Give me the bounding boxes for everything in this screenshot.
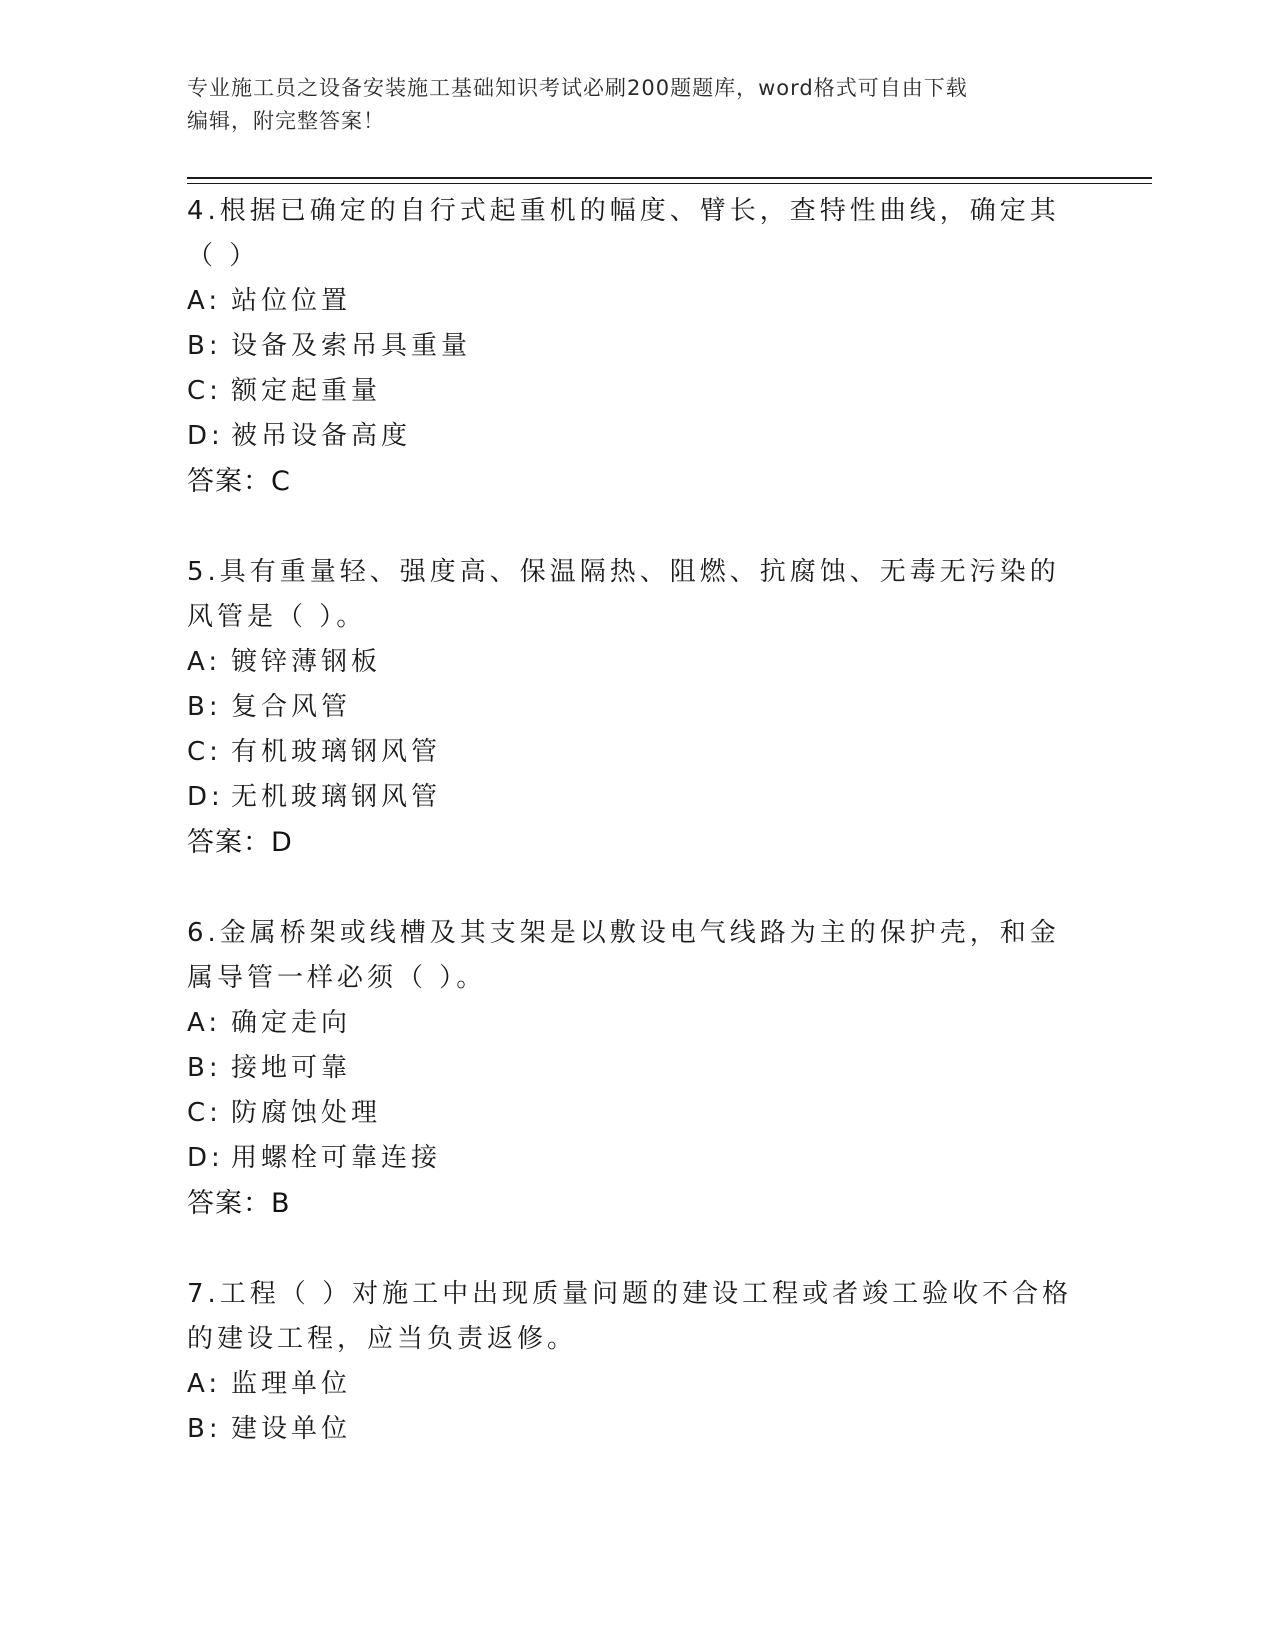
option-letter: B: bbox=[187, 331, 222, 361]
header-line-1: 专业施工员之设备安装施工基础知识考试必刷200题题库，word格式可自由下载 bbox=[187, 76, 968, 100]
option-a bbox=[187, 640, 1087, 685]
option-text: 建设单位 bbox=[231, 1414, 352, 1444]
header-line-2: 编辑，附完整答案！ bbox=[187, 109, 385, 133]
question-5 bbox=[187, 550, 1087, 865]
question-stem: 4.根据已确定的自行式起重机的幅度、臂长，查特性曲线，确定其（ ） bbox=[187, 196, 1060, 271]
option-letter: B: bbox=[187, 692, 222, 722]
question-list bbox=[187, 189, 1087, 1498]
option-letter: A: bbox=[187, 1008, 222, 1038]
option-letter: C: bbox=[187, 376, 222, 406]
option-letter: C: bbox=[187, 737, 222, 767]
question-stem: 6.金属桥架或线槽及其支架是以敷设电气线路为主的保护壳，和金属导管一样必须（ ）。 bbox=[187, 918, 1060, 993]
option-letter: C: bbox=[187, 1098, 222, 1128]
option-text: 被吊设备高度 bbox=[231, 421, 412, 451]
option-text: 额定起重量 bbox=[231, 376, 382, 406]
option-letter: D: bbox=[187, 421, 224, 451]
option-b bbox=[187, 324, 1087, 369]
option-text: 用螺栓可靠连接 bbox=[231, 1143, 442, 1173]
option-text: 站位位置 bbox=[231, 286, 352, 316]
header-divider-thick bbox=[187, 177, 1152, 179]
option-letter: D: bbox=[187, 1143, 224, 1173]
header-divider-thin bbox=[187, 183, 1152, 184]
option-text: 接地可靠 bbox=[231, 1053, 352, 1083]
option-d bbox=[187, 1136, 1087, 1181]
option-d bbox=[187, 775, 1087, 820]
option-text: 监理单位 bbox=[231, 1369, 352, 1399]
option-letter: B: bbox=[187, 1414, 222, 1444]
option-c bbox=[187, 369, 1087, 414]
option-text: 有机玻璃钢风管 bbox=[231, 737, 442, 767]
option-a bbox=[187, 279, 1087, 324]
option-c bbox=[187, 730, 1087, 775]
option-a bbox=[187, 1362, 1087, 1407]
option-letter: A: bbox=[187, 1369, 222, 1399]
answer-line: 答案：B bbox=[187, 1188, 291, 1219]
option-text: 防腐蚀处理 bbox=[231, 1098, 382, 1128]
option-c bbox=[187, 1091, 1087, 1136]
option-b bbox=[187, 1046, 1087, 1091]
option-letter: B: bbox=[187, 1053, 222, 1083]
option-a bbox=[187, 1001, 1087, 1046]
option-text: 确定走向 bbox=[231, 1008, 352, 1038]
option-text: 无机玻璃钢风管 bbox=[231, 782, 442, 812]
option-letter: D: bbox=[187, 782, 224, 812]
question-7 bbox=[187, 1272, 1087, 1452]
option-text: 镀锌薄钢板 bbox=[231, 647, 382, 677]
option-letter: A: bbox=[187, 286, 222, 316]
question-6 bbox=[187, 911, 1087, 1226]
answer-line: 答案：D bbox=[187, 827, 293, 858]
document-header bbox=[187, 72, 1087, 138]
option-b bbox=[187, 1407, 1087, 1452]
answer-line: 答案：C bbox=[187, 466, 291, 497]
option-text: 复合风管 bbox=[231, 692, 352, 722]
option-d bbox=[187, 414, 1087, 459]
option-b bbox=[187, 685, 1087, 730]
question-stem: 5.具有重量轻、强度高、保温隔热、阻燃、抗腐蚀、无毒无污染的风管是（ ）。 bbox=[187, 557, 1060, 632]
question-4 bbox=[187, 189, 1087, 504]
option-letter: A: bbox=[187, 647, 222, 677]
option-text: 设备及索吊具重量 bbox=[231, 331, 472, 361]
question-stem: 7.工程（ ）对施工中出现质量问题的建设工程或者竣工验收不合格的建设工程，应当负责返修。 bbox=[187, 1279, 1073, 1354]
